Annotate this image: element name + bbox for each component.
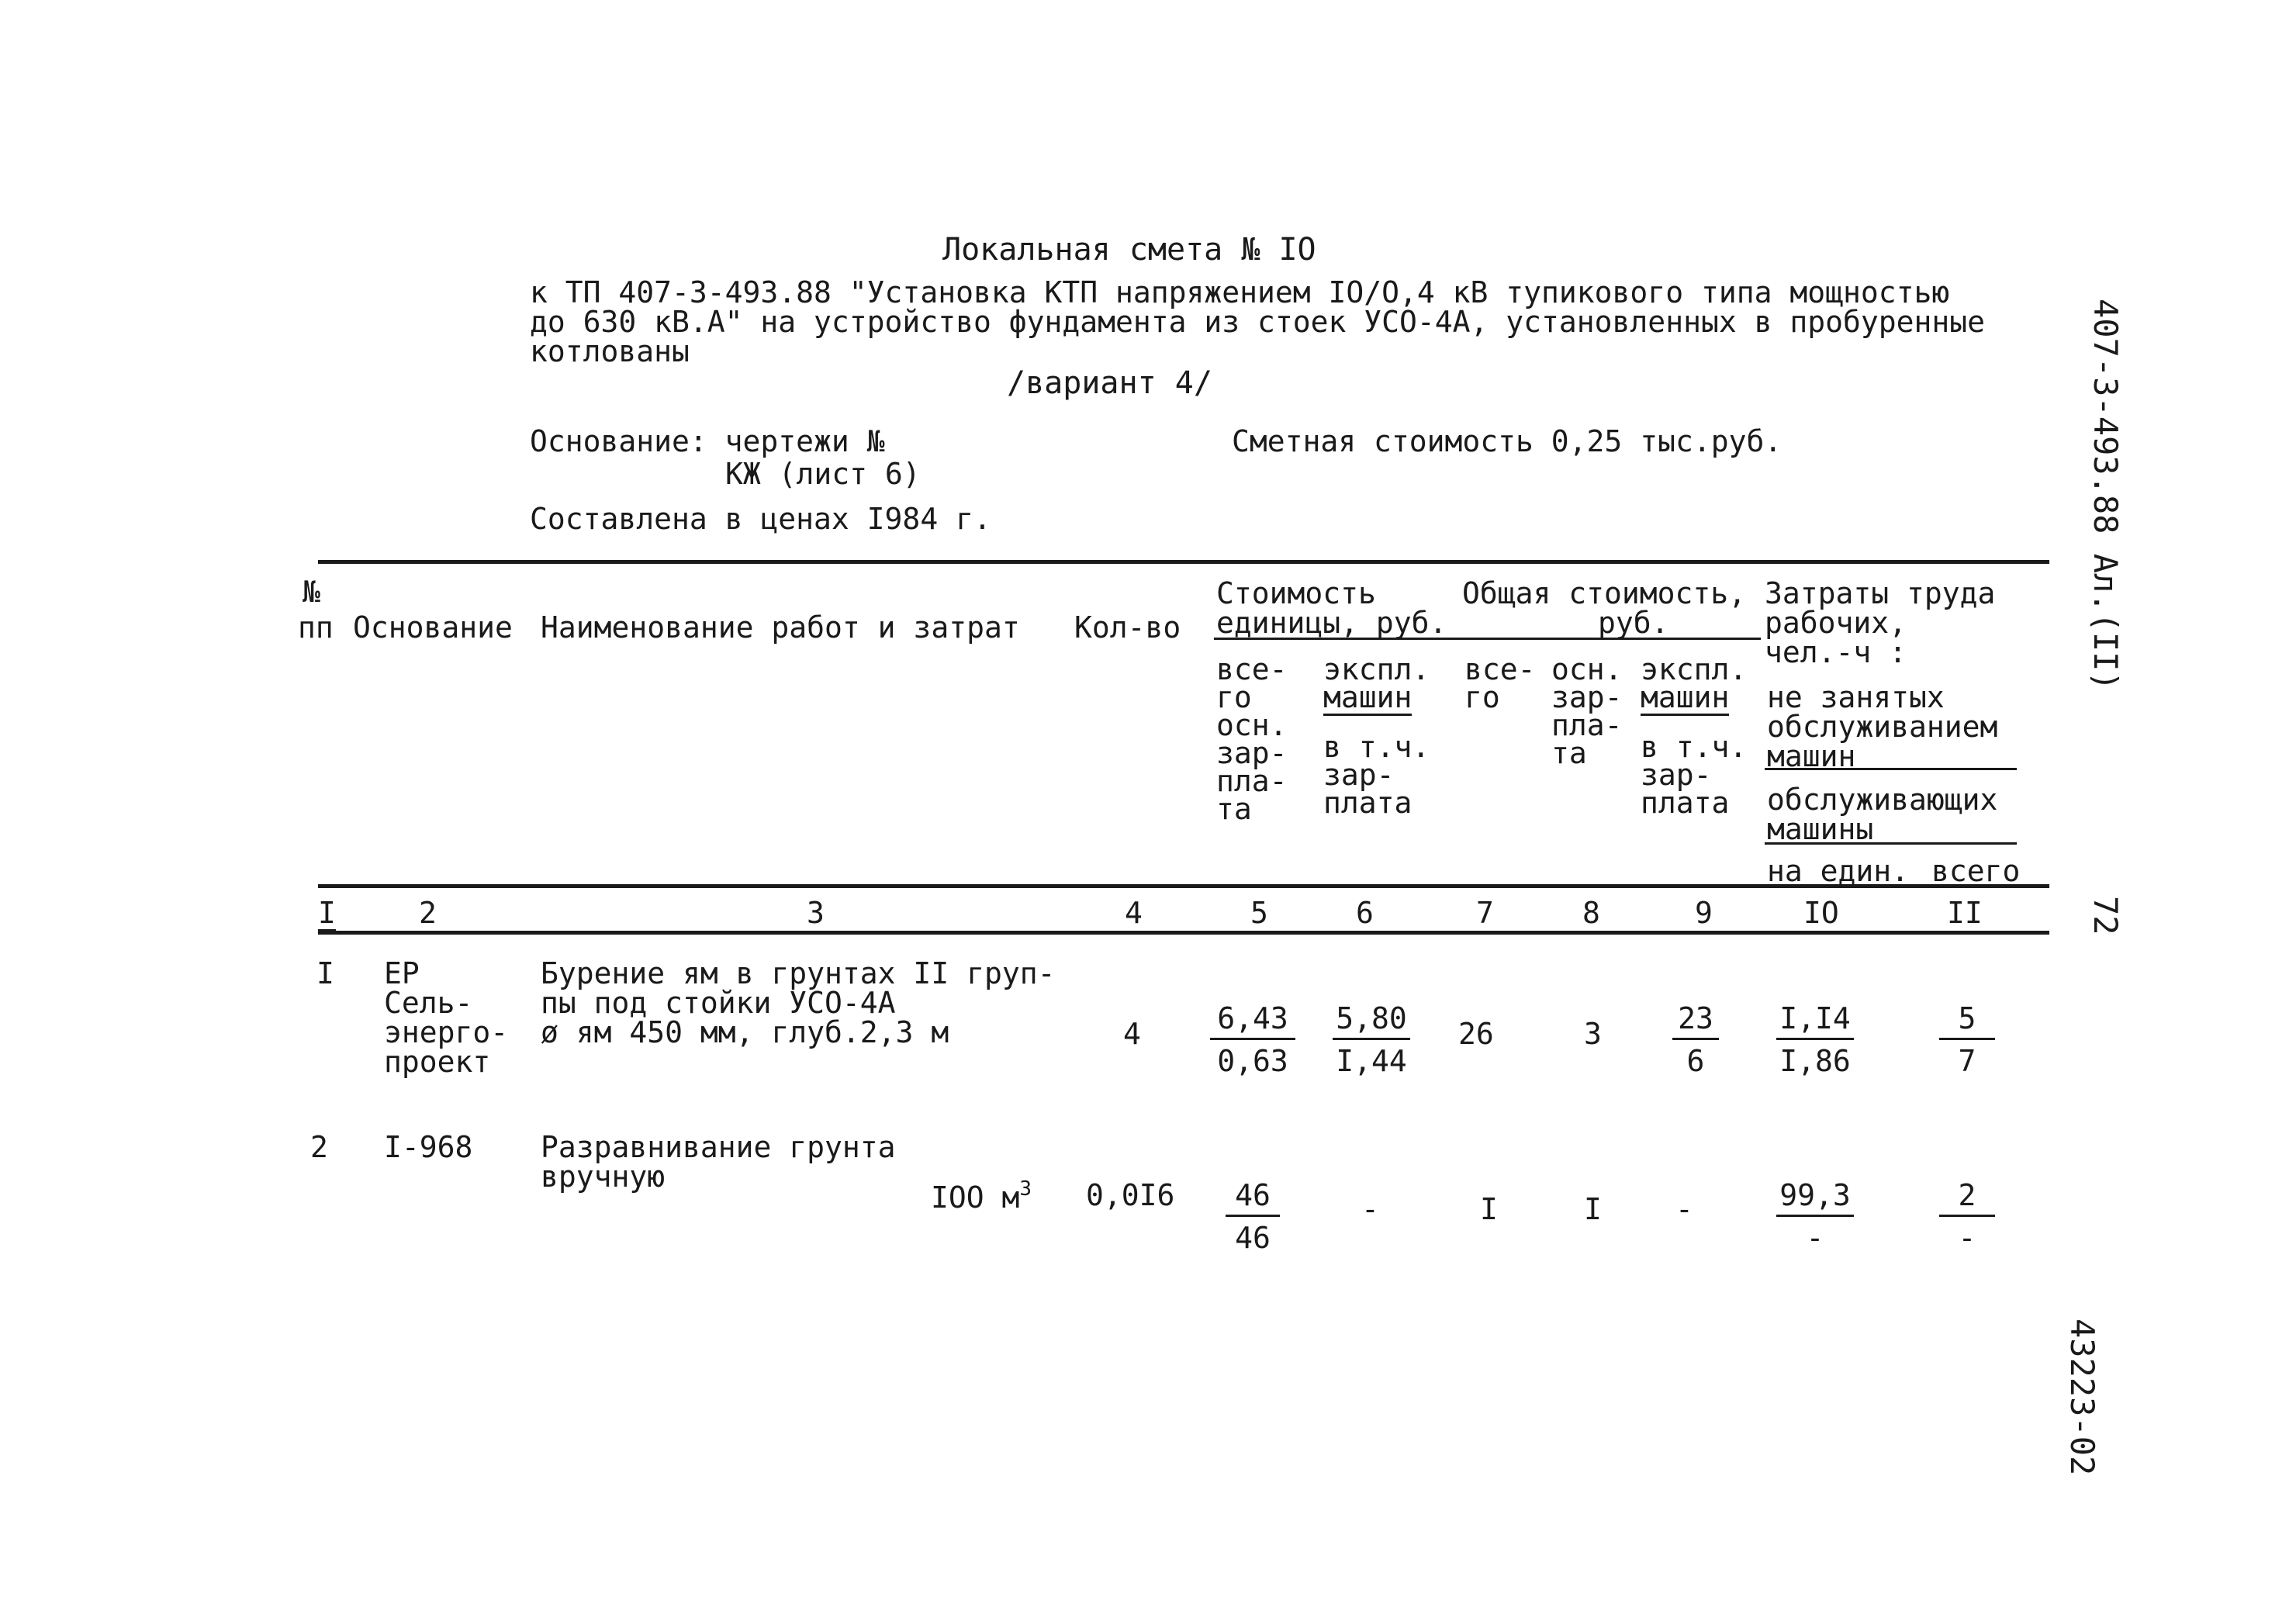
row2-col8: I xyxy=(1584,1192,1602,1226)
col-number-7: 7 xyxy=(1476,896,1494,930)
row2-unit-sup: 3 xyxy=(1019,1177,1032,1201)
compiled-prices: Составлена в ценах I984 г. xyxy=(530,502,991,536)
side-document-number: 43223-02 xyxy=(2063,1319,2101,1476)
col-number-10: IO xyxy=(1803,896,1839,930)
col6-header-3: в т.ч. xyxy=(1323,730,1430,764)
col6-header-2: машин xyxy=(1323,680,1413,714)
row2-number: 2 xyxy=(310,1130,328,1164)
row1-col5-wages: 0,63 xyxy=(1217,1044,1288,1078)
row2-col7: I xyxy=(1480,1192,1498,1226)
row1-name-3: ø ям 450 мм, глуб.2,3 м xyxy=(541,1015,949,1049)
col7-header-1: все- xyxy=(1464,652,1536,686)
row1-col6-machines: 5,80 xyxy=(1333,1004,1410,1040)
col5-header-2: го xyxy=(1216,680,1252,714)
row1-col9-wages: 6 xyxy=(1686,1044,1705,1078)
row1-basis-3: энерго- xyxy=(384,1015,509,1049)
row1-col9-machines: 23 xyxy=(1672,1004,1719,1040)
numbers-bottom-rule xyxy=(318,931,2049,935)
description-line-2: до 630 кВ.А" на устройство фундамента из стоек УСО-4А, установленных в пробуренные xyxy=(530,305,1985,339)
labor-sub-header-5: машины xyxy=(1767,812,1874,846)
col5-header-5: пла- xyxy=(1216,764,1288,798)
side-document-code: 407-3-493.88 Ал.(II) xyxy=(2087,299,2125,691)
description-line-1: к ТП 407-3-493.88 "Установка КТП напряжением IO/O,4 кВ тупикового типа мощностью xyxy=(530,275,1950,309)
row1-quantity: 4 xyxy=(1123,1017,1141,1051)
col9-header-4: зар- xyxy=(1641,758,1712,792)
estimated-cost: Сметная стоимость 0,25 тыс.руб. xyxy=(1232,424,1783,458)
col9-header-2: машин xyxy=(1641,680,1730,714)
col9-header-5: плата xyxy=(1641,786,1730,820)
row1-basis-4: проект xyxy=(384,1045,491,1079)
labor-sub-header-3: машин xyxy=(1767,739,1856,773)
col8-header-3: пла- xyxy=(1551,708,1623,742)
row2-name-1: Разравнивание грунта xyxy=(541,1130,896,1164)
row2-unit xyxy=(931,1177,1032,1215)
row1-col10 xyxy=(1776,1001,1854,1078)
col5-header-3: осн. xyxy=(1216,708,1288,742)
col6-header-5: плата xyxy=(1323,786,1413,820)
row2-col11-total: 2 xyxy=(1939,1180,1995,1217)
row2-col5-wages: 46 xyxy=(1235,1221,1271,1255)
row2-col9: - xyxy=(1675,1192,1693,1226)
row2-name-2: вручную xyxy=(541,1160,666,1194)
col-number-2: 2 xyxy=(419,896,437,930)
row1-col10-per-unit: I,I4 xyxy=(1776,1004,1854,1040)
row1-col5 xyxy=(1210,1001,1295,1078)
col-number-11: II xyxy=(1947,896,1983,930)
row1-col8: 3 xyxy=(1584,1017,1602,1051)
row1-col11 xyxy=(1939,1001,1995,1078)
col-number-1: I xyxy=(318,896,336,930)
col9-header-3: в т.ч. xyxy=(1641,730,1748,764)
col5-header-4: зар- xyxy=(1216,736,1288,770)
row1-col6 xyxy=(1333,1001,1410,1078)
col8-header-1: осн. xyxy=(1551,652,1623,686)
row1-col5-total: 6,43 xyxy=(1210,1004,1295,1040)
row2-col10-per-unit: 99,3 xyxy=(1776,1180,1854,1217)
unit-cost-header-2: единицы, руб. xyxy=(1216,606,1447,640)
total-cost-header-1: Общая стоимость, xyxy=(1462,576,1747,610)
col6-header-1: экспл. xyxy=(1323,652,1430,686)
labor-sub-header-2: обслуживанием xyxy=(1767,710,1998,744)
row1-col10-service: I,86 xyxy=(1779,1044,1851,1078)
labor-sub-header-6a: на един. xyxy=(1767,854,1910,888)
col-number-8: 8 xyxy=(1582,896,1600,930)
row1-basis-2: Сель- xyxy=(384,986,473,1020)
row2-col10-service: - xyxy=(1806,1221,1824,1255)
col5-header-1: все- xyxy=(1216,652,1288,686)
labor-header-1: Затраты труда xyxy=(1765,576,1996,610)
row1-number: I xyxy=(316,956,334,990)
col-number-6: 6 xyxy=(1356,896,1374,930)
col-number-9: 9 xyxy=(1695,896,1713,930)
labor-header-2: рабочих, xyxy=(1765,606,1907,640)
row1-name-2: пы под стойки УСО-4А xyxy=(541,986,896,1020)
col6-header-4: зар- xyxy=(1323,758,1395,792)
col-number-4: 4 xyxy=(1125,896,1143,930)
row1-col7: 26 xyxy=(1458,1017,1494,1051)
row1-basis-1: ЕР xyxy=(384,956,420,990)
row2-col5 xyxy=(1226,1180,1280,1253)
row2-col6: - xyxy=(1361,1192,1379,1226)
basis-label: Основание: чертежи № xyxy=(530,424,885,458)
row2-quantity: 0,0I6 xyxy=(1086,1178,1175,1212)
col8-header-2: зар- xyxy=(1551,680,1623,714)
total-cost-header-2: руб. xyxy=(1598,606,1669,640)
col-number-header-2: пп xyxy=(298,610,334,645)
unit-cost-header-1: Стоимость xyxy=(1216,576,1376,610)
row1-col11-service-total: 7 xyxy=(1958,1044,1976,1078)
labor-sub-header-4: обслуживающих xyxy=(1767,783,1998,817)
col-number-5: 5 xyxy=(1250,896,1268,930)
col-name-header: Наименование работ и затрат xyxy=(541,610,1020,645)
row2-col10 xyxy=(1776,1180,1854,1253)
row1-name-1: Бурение ям в грунтах II груп- xyxy=(541,956,1056,990)
row1-col11-total: 5 xyxy=(1939,1004,1995,1040)
row2-col11-service-total: - xyxy=(1958,1221,1976,1255)
col-quantity-header: Кол-во xyxy=(1074,610,1181,645)
labor-header-3: чел.-ч : xyxy=(1765,635,1907,669)
description-line-3: котлованы xyxy=(530,334,690,368)
col5-header-6: та xyxy=(1216,792,1252,826)
row2-unit-text: IOO м xyxy=(931,1180,1020,1215)
col-basis-header: Основание xyxy=(353,610,513,645)
row1-col9 xyxy=(1672,1001,1719,1078)
row1-col6-wages: I,44 xyxy=(1336,1044,1407,1078)
labor-sub-header-6b: всего xyxy=(1931,854,2021,888)
variant-label: /вариант 4/ xyxy=(1007,365,1212,401)
basis-sheet: КЖ (лист 6) xyxy=(725,457,921,491)
col7-header-2: го xyxy=(1464,680,1500,714)
side-page-number: 72 xyxy=(2087,896,2125,935)
document-title: Локальная смета № IO xyxy=(942,232,1316,268)
col8-header-4: та xyxy=(1551,736,1587,770)
row2-col11 xyxy=(1939,1180,1995,1253)
row2-basis: I-968 xyxy=(384,1130,473,1164)
col9-header-1: экспл. xyxy=(1641,652,1748,686)
col-number-header-1: № xyxy=(303,575,320,609)
row2-col5-total: 46 xyxy=(1226,1180,1280,1217)
table-top-rule xyxy=(318,560,2049,564)
col-number-3: 3 xyxy=(807,896,825,930)
labor-sub-header-1: не занятых xyxy=(1767,680,1945,714)
